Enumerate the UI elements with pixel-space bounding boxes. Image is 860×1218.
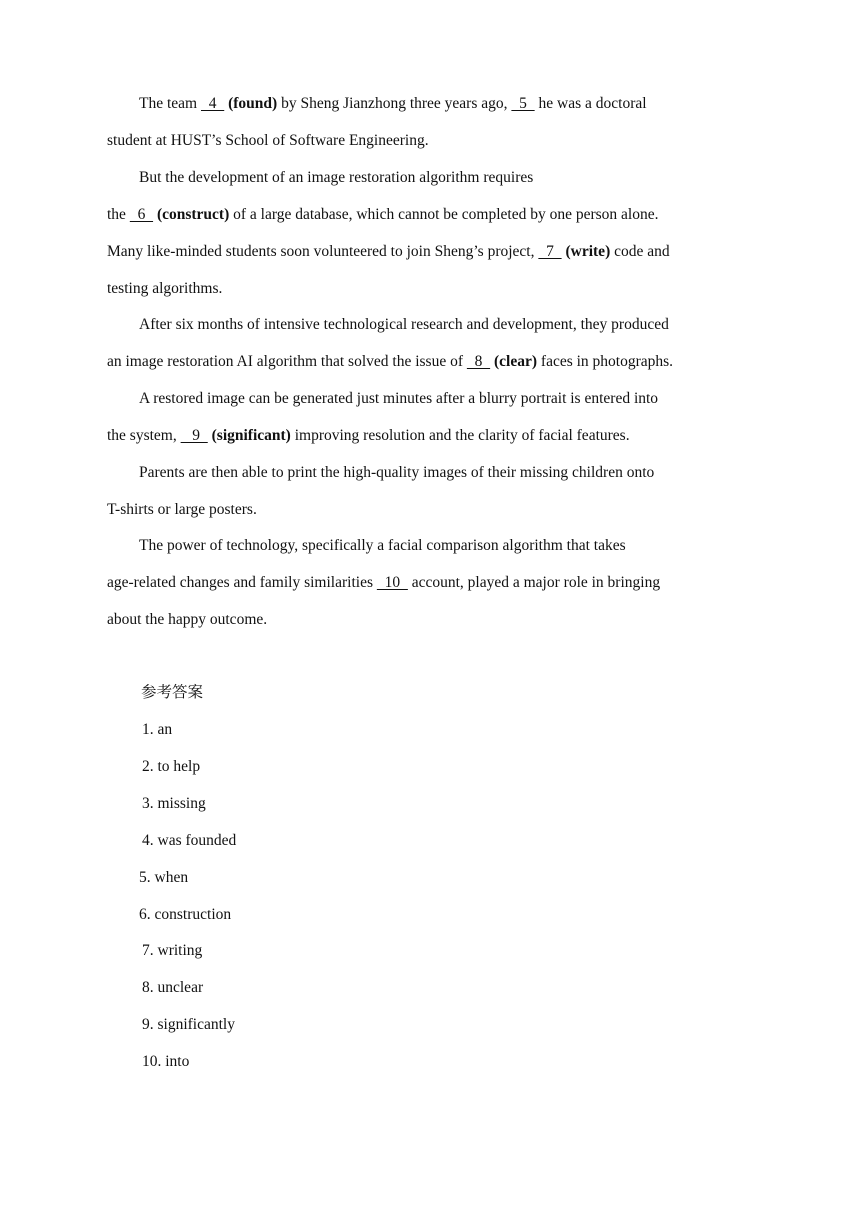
passage-line: testing algorithms. [107, 280, 223, 297]
text-span: The team [139, 95, 201, 112]
text-span: age-related changes and family similarities [107, 574, 377, 591]
passage-line [107, 352, 673, 372]
text-span: account, played a major role in bringing [407, 574, 661, 591]
hint-found: (found) [228, 95, 278, 112]
blank-8: 8 [466, 353, 491, 370]
passage-line: T-shirts or large posters. [107, 501, 257, 518]
blank-9: 9 [180, 427, 208, 444]
answer-item: 5. when [139, 869, 189, 886]
passage-line [139, 94, 647, 114]
passage-line: about the happy outcome. [107, 611, 268, 628]
blank-10: 10 [376, 574, 408, 591]
answer-item: 7. writing [142, 942, 203, 959]
passage-line: After six months of intensive technological research and development, they produced [139, 316, 669, 333]
passage-line: The power of technology, specifically a facial comparison algorithm that takes [139, 537, 626, 554]
answer-item: 9. significantly [142, 1016, 235, 1033]
hint-clear: (clear) [494, 353, 538, 370]
passage-line: But the development of an image restoration algorithm requires [139, 169, 534, 186]
passage-line: student at HUST’s School of Software Engineering. [107, 132, 429, 149]
blank-4: 4 [200, 95, 225, 112]
blank-6: 6 [129, 206, 154, 223]
answer-item: 8. unclear [142, 979, 204, 996]
blank-7: 7 [538, 243, 562, 260]
passage-line [107, 242, 670, 262]
passage-line: Parents are then able to print the high-quality images of their missing children onto [139, 464, 655, 481]
passage-line [107, 426, 630, 446]
blank-5: 5 [511, 95, 535, 112]
text-span: the system, [107, 427, 181, 444]
answer-item: 10. into [142, 1053, 190, 1070]
text-span: improving resolution and the clarity of facial features. [290, 427, 630, 444]
answer-item: 4. was founded [142, 832, 237, 849]
passage-line [107, 205, 659, 225]
text-span: of a large database, which cannot be completed by one person alone. [229, 206, 659, 223]
text-span: faces in photographs. [537, 353, 674, 370]
text-span: by Sheng Jianzhong three years ago, [277, 95, 512, 112]
answer-item: 6. construction [139, 906, 232, 923]
answer-item: 2. to help [142, 758, 201, 775]
passage-line [107, 573, 660, 593]
answer-item: 3. missing [142, 795, 206, 812]
passage-line: A restored image can be generated just minutes after a blurry portrait is entered into [139, 390, 659, 407]
hint-construct: (construct) [156, 206, 230, 223]
text-span: he was a doctoral [534, 95, 647, 112]
answers-heading: 参考答案 [141, 683, 204, 701]
text-span: the [107, 206, 130, 223]
text-span: an image restoration AI algorithm that solved the issue of [107, 353, 467, 370]
hint-significant: (significant) [211, 427, 291, 444]
text-span: code and [610, 243, 670, 260]
hint-write: (write) [565, 243, 611, 260]
answer-item: 1. an [142, 721, 173, 738]
text-span: Many like-minded students soon volunteered to join Sheng’s project, [107, 243, 539, 260]
